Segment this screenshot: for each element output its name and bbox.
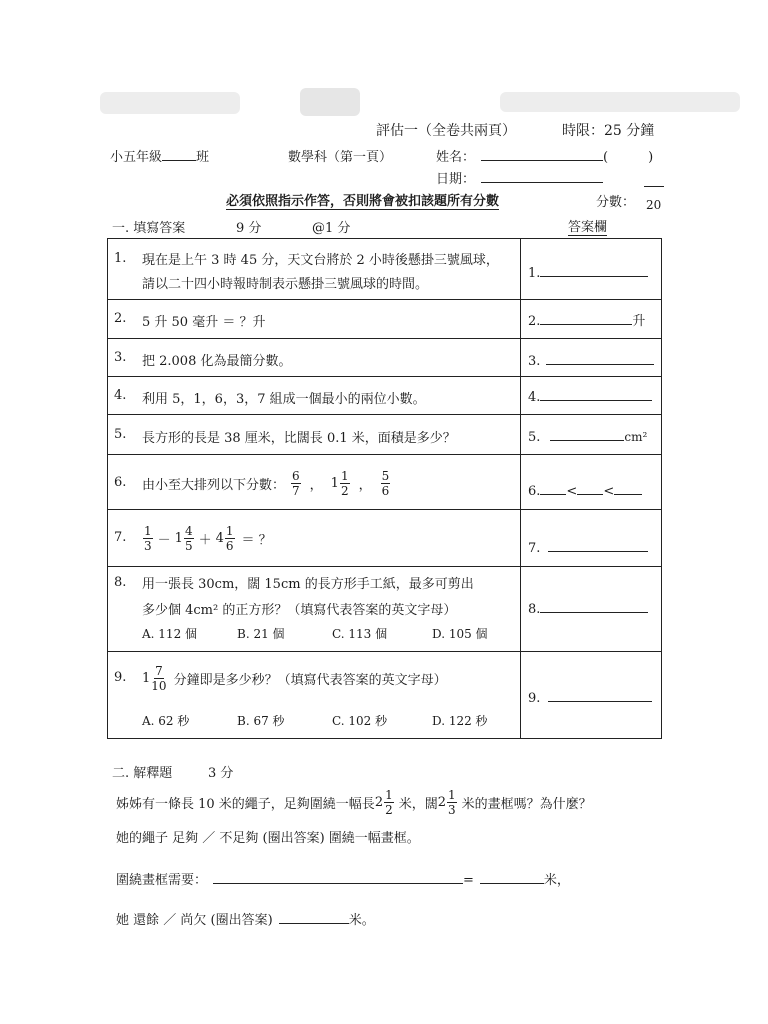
- score-fraction-bar: [644, 186, 664, 187]
- question-part3: 米的畫框嗎？為什麼？: [461, 796, 592, 812]
- class-label: 小五年級: [110, 150, 163, 165]
- answer-unit: 升: [632, 314, 646, 329]
- question-number: 8.: [114, 575, 127, 590]
- question-row-1: [108, 239, 661, 300]
- question-row-5: [108, 415, 661, 455]
- question-row-6: [108, 455, 661, 510]
- option-c: C. 113 個: [332, 627, 388, 641]
- equals-sign: =: [463, 873, 474, 888]
- length-fraction: $\frac{1}{2}$: [385, 787, 393, 817]
- answer-number: 6.: [528, 484, 541, 499]
- name-field[interactable]: [436, 146, 653, 165]
- question-row-8: [108, 567, 661, 652]
- fraction: $\frac{6}{7}$: [292, 468, 300, 498]
- less-than: <: [566, 484, 578, 499]
- question-number: 3.: [114, 350, 127, 365]
- answer-blank[interactable]: [548, 688, 652, 702]
- section2-title: 二. 解釋題: [112, 766, 173, 781]
- question-text: 把 2.008 化為最簡分數。: [142, 354, 292, 369]
- line-b-label: 圍繞畫框需要：: [116, 873, 208, 888]
- answer-number: 8.: [528, 602, 541, 617]
- answer-blank[interactable]: [540, 481, 566, 495]
- answer-number: 7.: [528, 541, 541, 556]
- width-whole: 2: [437, 794, 447, 810]
- options-list: [142, 625, 488, 642]
- option-a: A. 112 個: [142, 627, 198, 641]
- fraction: $\frac{1}{6}$: [225, 523, 234, 553]
- answer-field-6[interactable]: [528, 481, 642, 499]
- class-suffix: 班: [196, 150, 210, 165]
- fraction: $\frac{5}{6}$: [381, 468, 390, 498]
- answer-field-1[interactable]: [528, 263, 648, 281]
- section1-each: @1 分: [312, 221, 351, 236]
- section2-question: [116, 786, 592, 818]
- answer-column-header: 答案欄: [568, 216, 607, 236]
- answer-unit: cm²: [624, 430, 648, 444]
- fraction: $\frac{7}{10}$: [151, 663, 167, 693]
- mixed-whole: 4: [215, 530, 224, 546]
- question-number: 9.: [114, 670, 127, 685]
- date-label: 日期：: [436, 172, 476, 187]
- options-list: [142, 712, 488, 729]
- answer-blank[interactable]: [540, 599, 648, 613]
- option-d: D. 105 個: [432, 627, 488, 641]
- paren-close: ): [648, 150, 654, 165]
- question-row-3: [108, 339, 661, 377]
- mixed-whole: 1: [330, 475, 339, 491]
- instruction: 必須依照指示作答，否則將會被扣該題所有分數: [226, 190, 499, 210]
- answer-field-2[interactable]: [528, 310, 645, 329]
- line-c-label: 她 還餘 ／ 尚欠 (圈出答案): [116, 913, 273, 928]
- answer-field-5[interactable]: [528, 427, 647, 445]
- fraction: $\frac{4}{5}$: [184, 523, 193, 553]
- answer-blank[interactable]: [577, 481, 603, 495]
- option-b: B. 21 個: [237, 627, 285, 641]
- option-d: D. 122 秒: [432, 714, 488, 728]
- less-than: <: [603, 484, 615, 499]
- working-blank[interactable]: [213, 870, 463, 884]
- answer-blank[interactable]: [550, 427, 624, 441]
- question-number: 1.: [114, 251, 127, 266]
- answer-blank[interactable]: [548, 538, 648, 552]
- question-text: [142, 660, 447, 696]
- minus-sign: －: [157, 532, 171, 548]
- answer-line-a[interactable]: 她的繩子 足夠 ／ 不足夠 (圈出答案) 圍繞一幅畫框。: [116, 831, 420, 846]
- answer-field-4[interactable]: [528, 387, 652, 405]
- option-a: A. 62 秒: [142, 714, 190, 728]
- answer-blank[interactable]: [546, 351, 654, 365]
- question-text: 5 升 50 毫升 ＝ ？升: [142, 315, 266, 330]
- answer-number: 3.: [528, 354, 541, 369]
- question-text: 由小至大排列以下分數： $\frac{6}{7}$ ， 1 $\frac{1}{2}$ ， $\frac{5}{6}$: [142, 468, 390, 498]
- question-prompt: 分鐘即是多少秒？（填寫代表答案的英文字母）: [173, 672, 447, 688]
- line-b-unit: 米，: [543, 873, 570, 888]
- question-text-line1: 用一張長 30cm，闊 15cm 的長方形手工紙，最多可剪出: [142, 577, 474, 592]
- assessment-title: 評估一（全卷共兩頁）: [376, 123, 516, 139]
- question-number: 4.: [114, 388, 127, 403]
- date-blank[interactable]: [481, 169, 603, 183]
- answer-blank[interactable]: [614, 481, 642, 495]
- subject-label: 數學科（第一頁）: [288, 150, 393, 165]
- question-row-2: [108, 300, 661, 339]
- answer-field-7[interactable]: [528, 538, 648, 556]
- width-fraction: $\frac{1}{3}$: [448, 787, 456, 817]
- name-label: 姓名：: [436, 150, 476, 165]
- equals-question: ＝ ？: [241, 532, 272, 548]
- question-part1: 姊姊有一條長 10 米的繩子，足夠圍繞一幅長: [116, 796, 375, 812]
- section1-title: 一. 填寫答案: [112, 221, 186, 236]
- option-c: C. 102 秒: [332, 714, 388, 728]
- score-total: 20: [646, 198, 662, 212]
- question-number: 5.: [114, 427, 127, 442]
- class-field[interactable]: [110, 146, 209, 165]
- section1-marks: 9 分: [236, 221, 262, 236]
- paren-open: (: [603, 150, 609, 165]
- questions-table: [107, 238, 662, 739]
- answer-number: 4.: [528, 390, 541, 405]
- answer-blank[interactable]: [540, 387, 652, 401]
- answer-number: 1.: [528, 266, 541, 281]
- answer-number: 5.: [528, 430, 541, 445]
- length-whole: 2: [374, 794, 384, 810]
- fraction: $\frac{1}{2}$: [340, 468, 349, 498]
- question-part2: 米，闊: [398, 796, 438, 812]
- question-prompt: 由小至大排列以下分數：: [142, 477, 286, 493]
- scan-smudge: [500, 92, 740, 112]
- question-text-line2: 多少個 4cm² 的正方形？（填寫代表答案的英文字母）: [142, 603, 457, 618]
- score-label: 分數：: [596, 195, 636, 210]
- mixed-whole: 1: [174, 530, 183, 546]
- answer-number: 9.: [528, 691, 541, 706]
- line-c-unit: 米。: [348, 913, 375, 928]
- time-limit: 時限：25 分鐘: [562, 123, 655, 139]
- question-number: 2.: [114, 311, 127, 326]
- class-blank[interactable]: [162, 147, 196, 161]
- answer-line-c[interactable]: [116, 909, 375, 928]
- question-number: 7.: [114, 530, 127, 545]
- answer-blank[interactable]: [540, 311, 632, 325]
- mixed-whole: 1: [142, 670, 151, 686]
- scan-smudge: [300, 88, 360, 116]
- question-row-9: [108, 652, 661, 740]
- plus-sign: ＋: [198, 532, 212, 548]
- question-expression: [142, 520, 272, 556]
- date-field[interactable]: [436, 168, 603, 187]
- question-row-7: [108, 510, 661, 567]
- remainder-blank[interactable]: [279, 910, 349, 924]
- result-blank[interactable]: [480, 870, 544, 884]
- answer-field-8[interactable]: [528, 599, 648, 617]
- question-text: 利用 5，1，6，3，7 組成一個最小的兩位小數。: [142, 392, 426, 407]
- question-text: 長方形的長是 38 厘米，比闊長 0.1 米，面積是多少？: [142, 431, 456, 446]
- scan-smudge: [100, 92, 240, 114]
- question-text-line2: 請以二十四小時報時制表示懸掛三號風球的時間。: [142, 277, 429, 292]
- answer-blank[interactable]: [540, 263, 648, 277]
- section2-marks: 3 分: [208, 766, 234, 781]
- fraction: $\frac{1}{3}$: [144, 523, 152, 553]
- answer-field-3[interactable]: [528, 351, 654, 369]
- name-blank[interactable]: [481, 147, 603, 161]
- answer-line-b[interactable]: [116, 869, 570, 888]
- answer-field-9[interactable]: [528, 688, 652, 706]
- question-row-4: [108, 377, 661, 415]
- answer-number: 2.: [528, 314, 541, 329]
- question-number: 6.: [114, 475, 127, 490]
- option-b: B. 67 秒: [237, 714, 285, 728]
- question-text-line1: 現在是上午 3 時 45 分，天文台將於 2 小時後懸掛三號風球，: [142, 253, 499, 268]
